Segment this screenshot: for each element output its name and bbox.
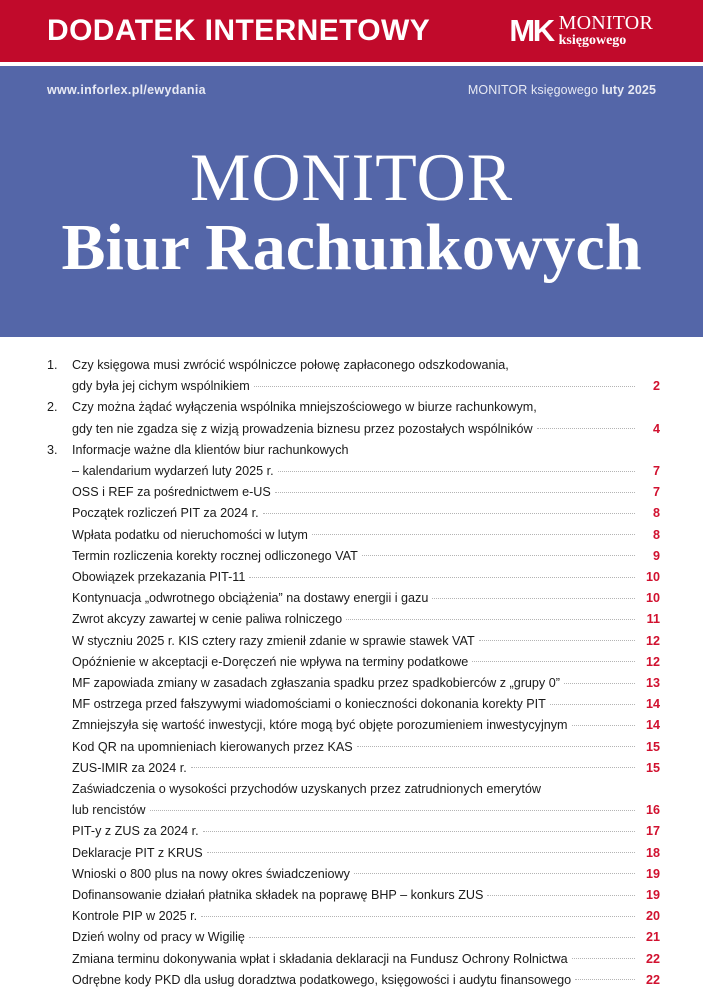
toc-page-number: 21 [645,930,660,945]
toc-entry[interactable] [47,821,660,842]
toc-page-number: 19 [645,866,660,881]
toc-entry-body [72,779,660,821]
toc-entry-line [72,609,660,630]
toc-entry-body [72,355,660,397]
toc-entry[interactable] [47,758,660,779]
logo-brand-secondary: księgowego [558,32,627,48]
toc-entry-body [72,609,660,630]
toc-dot-leader [249,936,635,938]
toc-dot-leader [201,915,635,917]
toc-dot-leader [432,597,635,599]
toc-entry-line [72,779,660,800]
toc-entry-line [72,482,660,503]
toc-dot-leader [249,576,635,578]
toc-entry-body [72,397,660,439]
page-title [0,139,703,284]
toc-page-number: 2 [652,379,660,394]
toc-entry-line [72,864,660,885]
toc-entry-line [72,800,660,821]
toc-entry[interactable] [47,652,660,673]
supplement-label: DODATEK INTERNETOWY [47,14,431,47]
toc-dot-leader [564,682,635,684]
toc-entry-title: Początek rozliczeń PIT za 2024 r. [72,506,259,521]
toc-entry[interactable] [47,885,660,906]
toc-entry-line [72,694,660,715]
toc-page-number: 10 [645,591,660,606]
toc-entry-body [72,546,660,567]
toc-entry-body [72,843,660,864]
toc-entry-title: gdy ten nie zgadza się z wizją prowadzenia biznesu przez pozostałych wspólników [72,421,533,436]
toc-entry-body [72,694,660,715]
toc-entry-body [72,631,660,652]
toc-entry-line [72,673,660,694]
toc-entry-line [72,631,660,652]
toc-page-number: 9 [652,548,660,563]
toc-page-number: 15 [645,739,660,754]
issue-prefix: MONITOR księgowego [467,83,602,97]
toc-entry-line [72,737,660,758]
mk-monogram-icon: MK [509,13,553,49]
toc-entry-line [72,419,660,440]
toc-page-number: 7 [652,485,660,500]
toc-page-number: 14 [645,718,660,733]
toc-entry-title: Kod QR na upomnieniach kierowanych przez KAS [72,739,353,754]
toc-dot-leader [487,894,635,896]
monitor-ksiegowego-logo [509,13,653,48]
toc-entry[interactable] [47,355,660,397]
toc-dot-leader [353,449,636,450]
toc-entry[interactable] [47,949,660,970]
toc-dot-leader [362,554,635,556]
toc-page-number: 22 [645,951,660,966]
toc-entry-title: gdy była jej cichym wspólnikiem [72,379,250,394]
toc-entry-number: 3. [47,442,58,457]
toc-entry[interactable] [47,567,660,588]
toc-entry-line [72,546,660,567]
issue-label [468,83,656,97]
toc-entry[interactable] [47,864,660,885]
table-of-contents [0,355,703,991]
toc-entry-title: Czy można żądać wyłączenia wspólnika mniejszościowego w biurze rachunkowym, [72,400,537,415]
toc-entry[interactable] [47,843,660,864]
toc-entry-title: Informacje ważne dla klientów biur rachunkowych [72,442,349,457]
toc-entry-line [72,567,660,588]
toc-entry-line [72,906,660,927]
toc-entry[interactable] [47,440,660,482]
toc-entry-number: 1. [47,358,58,372]
toc-entry-body [72,970,660,991]
toc-dot-leader [575,978,635,980]
toc-page-number: 15 [645,760,660,775]
toc-entry[interactable] [47,609,660,630]
toc-entry-title: Zmiana terminu dokonywania wpłat i składania deklaracji na Fundusz Ochrony Rolnictwa [72,951,568,966]
toc-entry-title: Odrębne kody PKD dla usług doradztwa podatkowego, księgowości i audytu finansowego [72,972,572,987]
toc-entry-line [72,440,660,461]
toc-entry-title: Kontrole PIP w 2025 r. [72,909,198,924]
toc-dot-leader [191,766,635,768]
toc-entry-body [72,885,660,906]
toc-entry-body [72,737,660,758]
toc-page-number: 17 [645,824,660,839]
toc-page-number: 8 [652,527,660,542]
toc-entry[interactable] [47,906,660,927]
toc-entry-title: Zaświadczenia o wysokości przychodów uzyskanych przez zatrudnionych emerytów [72,782,541,797]
toc-page-number: 7 [652,464,660,479]
toc-entry-body [72,525,660,546]
toc-entry-body [72,949,660,970]
toc-entry-body [72,927,660,948]
hero-title-line2: Biur Rachunkowych [61,210,642,284]
toc-entry-title: Czy księgowa musi zwrócić wspólniczce połowę zapłaconego odszkodowania, [72,358,509,372]
toc-dot-leader [545,788,635,789]
toc-dot-leader [312,533,635,535]
hero-panel [0,66,703,337]
toc-entry-body [72,758,660,779]
toc-entry[interactable] [47,779,660,821]
toc-entry-title: W styczniu 2025 r. KIS cztery razy zmienił zdanie w sprawie stawek VAT [72,633,475,648]
toc-entry-title: Obowiązek przekazania PIT-11 [72,570,246,585]
toc-entry[interactable] [47,694,660,715]
toc-dot-leader [513,364,635,365]
toc-entry-line [72,376,660,397]
toc-page-number: 11 [646,612,660,627]
toc-entry-line [72,885,660,906]
toc-entry-title: Kontynuacja „odwrotnego obciążenia” na dostawy energii i gazu [72,591,429,606]
toc-entry-body [72,821,660,842]
toc-entry-line [72,715,660,736]
toc-entry-body [72,503,660,524]
toc-entry[interactable] [47,525,660,546]
toc-entry-title: Opóźnienie w akceptacji e-Doręczeń nie wpływa na terminy podatkowe [72,654,469,669]
toc-entry-body [72,567,660,588]
toc-entry-line [72,397,660,418]
toc-entry[interactable] [47,673,660,694]
toc-page-number: 14 [645,697,660,712]
toc-page-number: 12 [645,633,660,648]
toc-entry-title: Wnioski o 800 plus na nowy okres świadczeniowy [72,866,350,881]
toc-entry[interactable] [47,588,660,609]
toc-entry-body [72,715,660,736]
toc-dot-leader [203,830,635,832]
toc-page-number: 19 [645,888,660,903]
toc-entry[interactable] [47,715,660,736]
toc-page-number: 8 [652,506,660,521]
logo-brand-primary: MONITOR [558,12,653,35]
toc-entry-title: OSS i REF za pośrednictwem e-US [72,485,271,500]
toc-entry-body [72,588,660,609]
toc-entry-line [72,843,660,864]
toc-dot-leader [278,470,635,472]
toc-entry[interactable] [47,631,660,652]
toc-page-number: 4 [652,421,660,436]
toc-entry-title: Dzień wolny od pracy w Wigilię [72,930,245,945]
toc-entry-title: Deklaracje PIT z KRUS [72,845,203,860]
toc-entry-title: PIT-y z ZUS za 2024 r. [72,824,199,839]
toc-page-number: 12 [645,654,660,669]
toc-entry-body [72,673,660,694]
toc-dot-leader [357,745,635,747]
toc-page-number: 10 [645,570,660,585]
toc-page-number: 20 [645,909,660,924]
inforlex-url-link[interactable]: www.inforlex.pl/ewydania [47,83,206,97]
toc-entry-title: lub rencistów [72,803,146,818]
toc-page-number: 13 [645,676,660,691]
toc-entry-line [72,652,660,673]
toc-entry-title: – kalendarium wydarzeń luty 2025 r. [72,464,274,479]
toc-entry-line [72,970,660,991]
toc-entry[interactable] [47,737,660,758]
toc-entry-line [72,355,660,376]
toc-entry-body [72,482,660,503]
toc-entry-body [72,652,660,673]
toc-dot-leader [572,724,635,726]
toc-dot-leader [263,512,635,514]
toc-entry-title: MF ostrzega przed fałszywymi wiadomościami o konieczności dokonania korekty PIT [72,697,546,712]
toc-dot-leader [572,957,635,959]
toc-dot-leader [537,427,635,429]
toc-entry-title: Termin rozliczenia korekty rocznej odliczonego VAT [72,548,358,563]
masthead-red-band [0,0,703,62]
toc-entry-line [72,503,660,524]
toc-dot-leader [150,809,636,811]
toc-entry-line [72,927,660,948]
toc-entry[interactable] [47,927,660,948]
toc-dot-leader [354,872,635,874]
toc-entry-body [72,440,660,482]
toc-entry-line [72,949,660,970]
toc-entry[interactable] [47,397,660,439]
toc-entry-title: MF zapowiada zmiany w zasadach zgłaszania spadku przez spadkobierców z „grupy 0” [72,676,560,691]
toc-entry-body [72,864,660,885]
toc-page-number: 18 [645,845,660,860]
meta-row [0,79,703,101]
toc-entry-title: Zwrot akcyzy zawartej w cenie paliwa rolniczego [72,612,343,627]
toc-entry-line [72,461,660,482]
toc-page-number: 16 [645,803,660,818]
toc-dot-leader [550,703,635,705]
logo-wordmark [559,13,653,48]
hero-title-line1: MONITOR [189,139,514,215]
toc-dot-leader [275,491,635,493]
toc-dot-leader [472,660,635,662]
toc-dot-leader [346,618,635,620]
toc-entry[interactable] [47,482,660,503]
toc-dot-leader [254,385,635,387]
toc-entry[interactable] [47,546,660,567]
toc-entry-body [72,906,660,927]
toc-entry-title: ZUS-IMIR za 2024 r. [72,760,187,775]
toc-dot-leader [479,639,635,641]
toc-page-number: 22 [645,972,660,987]
toc-dot-leader [207,851,635,853]
toc-entry-title: Dofinansowanie działań płatnika składek na poprawę BHP – konkurs ZUS [72,888,484,903]
toc-entry-line [72,588,660,609]
toc-entry-line [72,821,660,842]
toc-entry-title: Wpłata podatku od nieruchomości w lutym [72,527,308,542]
toc-entry-line [72,525,660,546]
toc-entry[interactable] [47,503,660,524]
toc-entry[interactable] [47,970,660,991]
issue-date: luty 2025 [601,83,656,97]
toc-entry-line [72,758,660,779]
toc-entry-title: Zmniejszyła się wartość inwestycji, które mogą być objęte porozumieniem inwestycyjnym [72,718,568,733]
toc-dot-leader [541,407,635,408]
toc-entry-number: 2. [47,400,58,415]
